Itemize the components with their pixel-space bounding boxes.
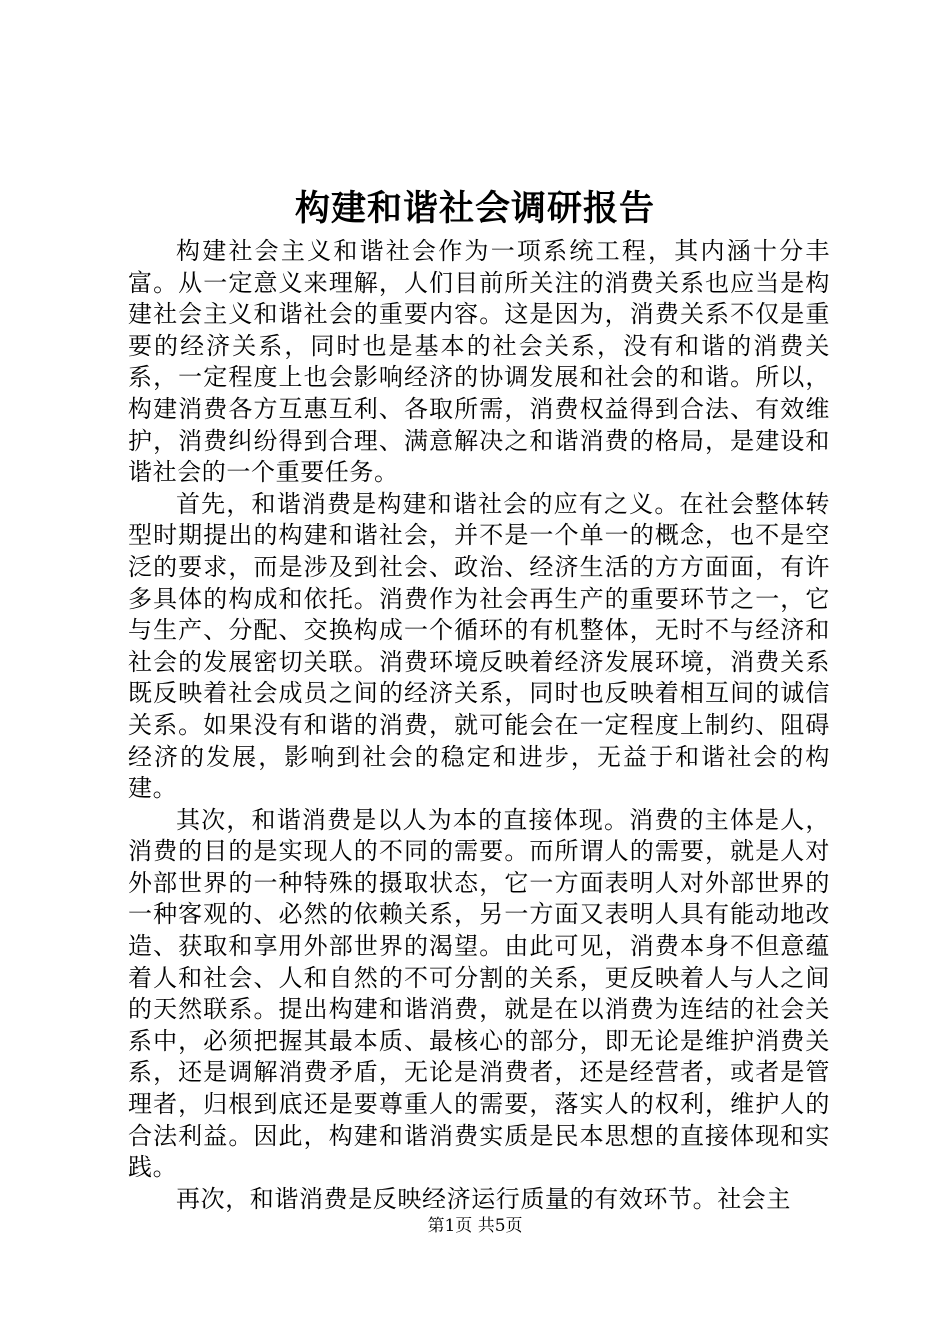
- document-body: [128, 236, 830, 1215]
- page-number-footer: 第1页 共5页: [427, 1216, 523, 1236]
- paragraph-2: 首先，和谐消费是构建和谐社会的应有之义。在社会整体转型时期提出的构建和谐社会，并不是一个单一的概念，也不是空泛的要求，而是涉及到社会、政治、经济生活的方方面面，有许多具体的构成和依托。消费作为社会再生产的重要环节之一，它与生产、分配、交换构成一个循环的有机整体，无时不与经济和社会的发展密切关联。消费环境反映着经济发展环境，消费关系既反映着社会成员之间的经济关系，同时也反映着相互间的诚信关系。如果没有和谐的消费，就可能会在一定程度上制约、阻碍经济的发展，影响到社会的稳定和进步，无益于和谐社会的构建。: [128, 489, 830, 803]
- paragraph-1: 构建社会主义和谐社会作为一项系统工程，其内涵十分丰富。从一定意义来理解，人们目前所关注的消费关系也应当是构建社会主义和谐社会的重要内容。这是因为，消费关系不仅是重要的经济关系，同时也是基本的社会关系，没有和谐的消费关系，一定程度上也会影响经济的协调发展和社会的和谐。所以，构建消费各方互惠互利、各取所需，消费权益得到合法、有效维护，消费纠纷得到合理、满意解决之和谐消费的格局，是建设和谐社会的一个重要任务。: [128, 237, 830, 487]
- paragraph-3: 其次，和谐消费是以人为本的直接体现。消费的主体是人，消费的目的是实现人的不同的需要。而所谓人的需要，就是人对外部世界的一种特殊的摄取状态，它一方面表明人对外部世界的一种客观的、必然的依赖关系，另一方面又表明人具有能动地改造、获取和享用外部世界的渴望。由此可见，消费本身不但意蕴着人和社会、人和自然的不可分割的关系，更反映着人与人之间的天然联系。提出构建和谐消费，就是在以消费为连结的社会关系中，必须把握其最本质、最核心的部分，即无论是维护消费关系，还是调解消费矛盾，无论是消费者，还是经营者，或者是管理者，归根到底还是要尊重人的需要，落实人的权利，维护人的合法利益。因此，构建和谐消费实质是民本思想的直接体现和实践。: [128, 805, 830, 1182]
- paragraph-4: 再次，和谐消费是反映经济运行质量的有效环节。社会主: [176, 1184, 791, 1213]
- document-title: 构建和谐社会调研报告: [294, 188, 655, 229]
